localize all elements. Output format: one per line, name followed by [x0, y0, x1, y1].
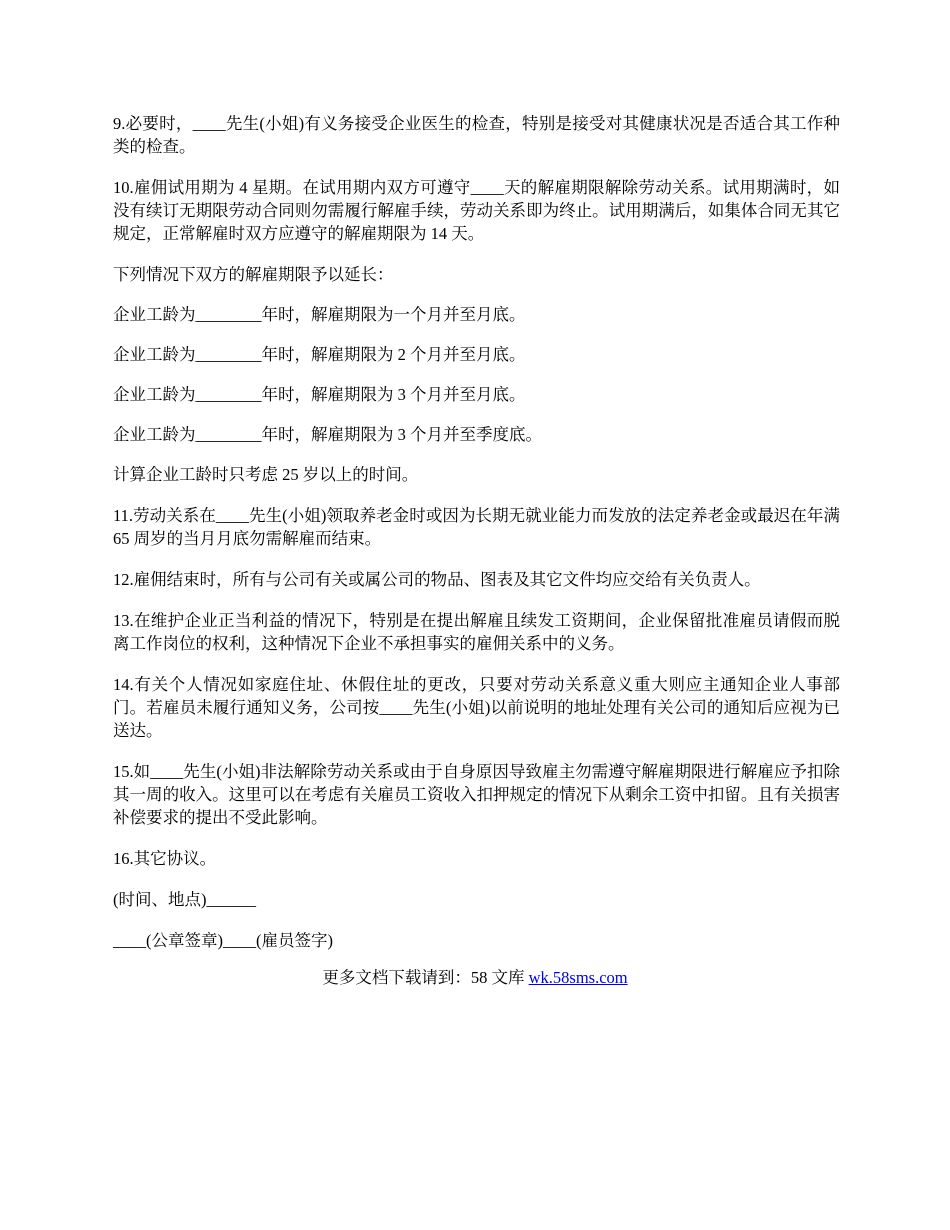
extension-item-1: 企业工龄为________年时，解雇期限为一个月并至月底。	[113, 305, 526, 324]
footer	[0, 966, 950, 989]
extension-intro: 下列情况下双方的解雇期限予以延长：	[113, 265, 394, 284]
clause-10-probation-period: 10.雇佣试用期为 4 星期。在试用期内双方可遵守____天的解雇期限解除劳动关系。试用期满时，如没有续订无期限劳动合同则勿需履行解雇手续，劳动关系即为终止。试用期满后，如集体合同无其它规定，正常解雇时双方应遵守的解雇期限为 14 天。	[113, 178, 840, 243]
clause-15-illegal-termination: 15.如____先生(小姐)非法解除劳动关系或由于自身原因导致雇主勿需遵守解雇期限进行解雇应予扣除其一周的收入。这里可以在考虑有关雇员工资收入扣押规定的情况下从剩余工资中扣留。且有关损害补偿要求的提出不受此影响。	[113, 762, 840, 827]
clause-11-retirement: 11.劳动关系在____先生(小姐)领取养老金时或因为长期无就业能力而发放的法定养老金或最迟在年满 65 周岁的当月月底勿需解雇而结束。	[113, 506, 840, 548]
extension-item-3: 企业工龄为________年时，解雇期限为 3 个月并至月底。	[113, 385, 526, 404]
signature-line: ____(公章签章)____(雇员签字)	[113, 931, 333, 950]
footer-link[interactable]: wk.58sms.com	[528, 968, 628, 987]
clause-14-address-change: 14.有关个人情况如家庭住址、休假住址的更改，只要对劳动关系意义重大则应主通知企业人事部门。若雇员未履行通知义务，公司按____先生(小姐)以前说明的地址处理有关公司的通知后应视为已送达。	[113, 675, 840, 740]
footer-text: 更多文档下载请到：58 文库	[322, 968, 529, 987]
extension-item-2: 企业工龄为________年时，解雇期限为 2 个月并至月底。	[113, 345, 526, 364]
clause-13-leave-rights: 13.在维护企业正当利益的情况下，特别是在提出解雇且续发工资期间，企业保留批准雇员请假而脱离工作岗位的权利，这种情况下企业不承担事实的雇佣关系中的义务。	[113, 611, 840, 653]
clause-12-return-property: 12.雇佣结束时，所有与公司有关或属公司的物品、图表及其它文件均应交给有关负责人。	[113, 570, 761, 589]
clause-16-other-agreements: 16.其它协议。	[113, 849, 217, 868]
time-place-line: (时间、地点)______	[113, 890, 256, 909]
clause-9-medical-exam: 9.必要时，____先生(小姐)有义务接受企业医生的检查，特别是接受对其健康状况是否适合其工作种类的检查。	[113, 114, 840, 156]
extension-item-4: 企业工龄为________年时，解雇期限为 3 个月并至季度底。	[113, 425, 542, 444]
document-body	[113, 112, 840, 970]
seniority-note: 计算企业工龄时只考虑 25 岁以上的时间。	[113, 465, 419, 484]
